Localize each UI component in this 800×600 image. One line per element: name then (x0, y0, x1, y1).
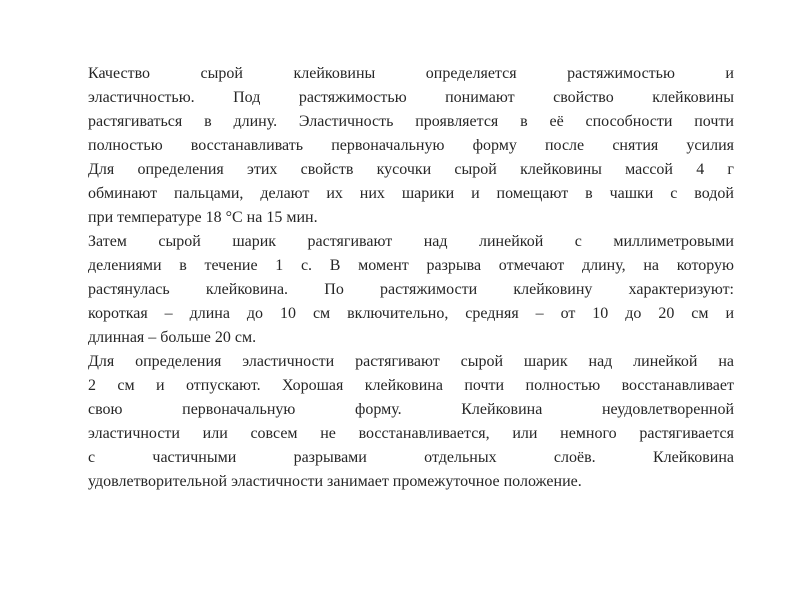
text-line: Затем сырой шарик растягивают над линейкой с миллиметровыми (88, 233, 734, 250)
text-line: Качество сырой клейковины определяется растяжимостью и (88, 65, 734, 82)
paragraph-3 (88, 350, 734, 494)
text-line: эластичностью. Под растяжимостью понимают свойство клейковины (88, 89, 734, 106)
text-line: свою первоначальную форму. Клейковина неудовлетворенной (88, 401, 734, 418)
text-line: эластичности или совсем не восстанавливается, или немного растягивается (88, 425, 734, 442)
text-body (88, 62, 734, 494)
text-line: Для определения эластичности растягивают сырой шарик над линейкой на (88, 353, 734, 370)
text-line: Для определения этих свойств кусочки сырой клейковины массой 4 г (88, 161, 734, 178)
text-line: полностью восстанавливать первоначальную форму после снятия усилия (88, 137, 734, 154)
text-line: длинная – больше 20 см. (88, 329, 257, 346)
text-line: при температуре 18 °С на 15 мин. (88, 209, 318, 226)
text-line: растянулась клейковина. По растяжимости клейковину характеризуют: (88, 281, 734, 298)
text-line: обминают пальцами, делают их них шарики и помещают в чашки с водой (88, 185, 734, 202)
text-line: короткая – длина до 10 см включительно, средняя – от 10 до 20 см и (88, 305, 734, 322)
text-line: с частичными разрывами отдельных слоёв. Клейковина (88, 449, 734, 466)
text-line: растягиваться в длину. Эластичность проявляется в её способности почти (88, 113, 734, 130)
text-line: удовлетворительной эластичности занимает промежуточное положение. (88, 473, 582, 490)
text-line: 2 см и отпускают. Хорошая клейковина почти полностью восстанавливает (88, 377, 734, 394)
text-line: делениями в течение 1 с. В момент разрыва отмечают длину, на которую (88, 257, 734, 274)
paragraph-1 (88, 62, 734, 230)
paragraph-2 (88, 230, 734, 350)
